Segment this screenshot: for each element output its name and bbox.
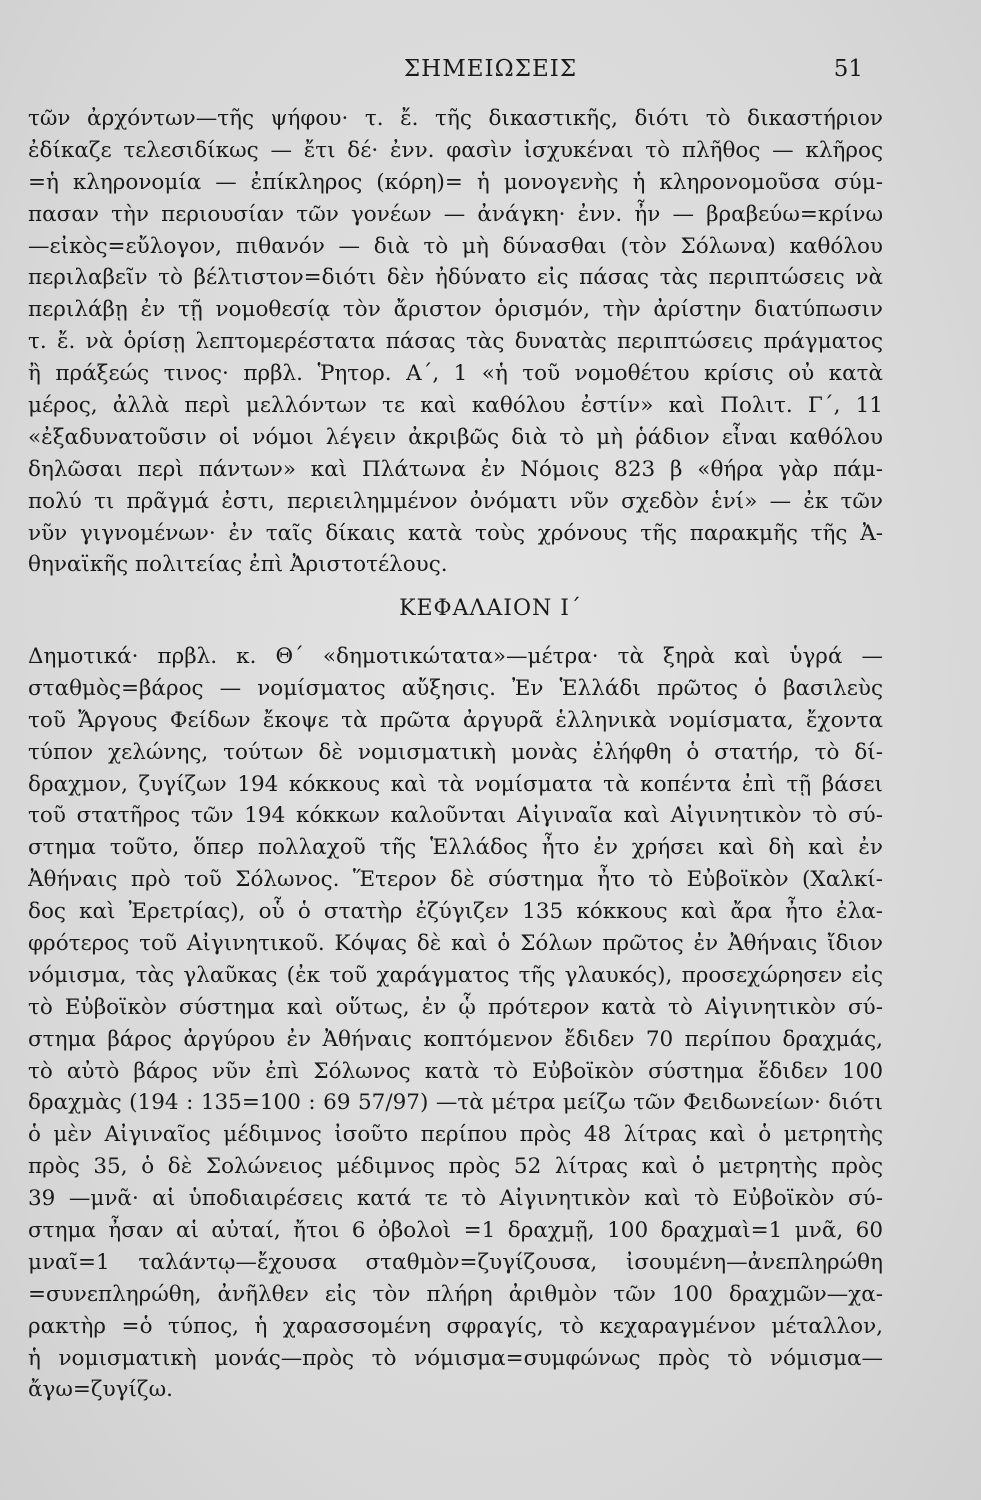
text-line: περιλάβῃ ἐν τῇ νομοθεσίᾳ τὸν ἄριστον ὁρισμόν, τὴν ἀρίστην διατύπωσιν: [28, 297, 883, 323]
text-line: δηλῶσαι περὶ πάντων» καὶ Πλάτωνα ἐν Νόμοις 823 β «θήρα γὰρ πάμ-: [28, 456, 883, 482]
text-line: νόμισμα, τὰς γλαῦκας (ἐκ τοῦ χαράγματος τῆς γλαυκός), προσεχώρησεν εἰς: [28, 962, 883, 988]
text-line: τοῦ Ἄργους Φείδων ἔκοψε τὰ πρῶτα ἀργυρᾶ ἑλληνικὰ νομίσματα, ἔχοντα: [28, 707, 883, 733]
text-line: θηναϊκῆς πολιτείας ἐπὶ Ἀριστοτέλους.: [28, 552, 448, 578]
text-line: στημα ἦσαν αἱ αὐταί, ἤτοι 6 ὀβολοὶ =1 δραχμῇ, 100 δραχμαὶ=1 μνᾶ, 60: [28, 1218, 883, 1244]
text-line: μναῖ=1 ταλάντῳ—ἔχουσα σταθμὸν=ζυγίζουσα, ἰσουμένη—ἀνεπληρώθη: [28, 1249, 883, 1275]
text-line: τύπον χελώνης, τούτων δὲ νομισματικὴ μονὰς ἐλήφθη ὁ στατήρ, τὸ δί-: [28, 739, 883, 765]
notes-paragraph-one: [28, 103, 883, 581]
text-line: νῦν γιγνομένων· ἐν ταῖς δίκαις κατὰ τοὺς χρόνους τῆς παρακμῆς τῆς Ἀ-: [28, 520, 883, 546]
text-line: =ἡ κληρονομία — ἐπίκληρος (κόρη)= ἡ μονογενὴς ἡ κληρονομοῦσα σύμ-: [28, 169, 883, 195]
text-line: τ. ἔ. νὰ ὁρίσῃ λεπτομερέστατα πάσας τὰς δυνατὰς περιπτώσεις πράγματος: [28, 329, 883, 355]
text-line: =συνεπληρώθη, ἀνῆλθεν εἰς τὸν πλήρη ἀριθμὸν τῶν 100 δραχμῶν—χα-: [28, 1281, 883, 1307]
notes-paragraph-two: [28, 641, 883, 1406]
text-line: τὸ αὐτὸ βάρος νῦν ἐπὶ Σόλωνος κατὰ τὸ Εὐβοϊκὸν σύστημα ἔδιδεν 100: [28, 1058, 883, 1084]
text-line: περιλαβεῖν τὸ βέλτιστον=διότι δὲν ἠδύνατο εἰς πάσας τὰς περιπτώσεις νὰ: [28, 265, 883, 291]
text-line: πολύ τι πρᾶγμά ἐστι, περιειλημμένον ὀνόματι νῦν σχεδὸν ἑνί» — ἐκ τῶν: [28, 488, 883, 514]
text-line: Ἀθήναις πρὸ τοῦ Σόλωνος. Ἕτερον δὲ σύστημα ἦτο τὸ Εὐβοϊκὸν (Χαλκί-: [28, 867, 883, 893]
text-line: σταθμὸς=βάρος — νομίσματος αὔξησις. Ἐν Ἑλλάδι πρῶτος ὁ βασιλεὺς: [28, 675, 883, 701]
chapter-heading: ΚΕΦΑΛΑΙΟΝ Ι΄: [399, 596, 582, 621]
running-head: [0, 56, 981, 96]
text-line: τὸ Εὐβοϊκὸν σύστημα καὶ οὕτως, ἐν ᾧ πρότερον κατὰ τὸ Αἰγινητικὸν σύ-: [28, 994, 883, 1020]
text-line: ἢ πράξεώς τινος· πρβλ. Ῥητορ. Α΄, 1 «ἡ τοῦ νομοθέτου κρίσις οὐ κατὰ: [28, 361, 883, 387]
text-line: Δημοτικά· πρβλ. κ. Θ΄ «δημοτικώτατα»—μέτρα· τὰ ξηρὰ καὶ ὑγρά —: [28, 644, 883, 669]
text-line: πρὸς 35, ὁ δὲ Σολώνειος μέδιμνος πρὸς 52 λίτρας καὶ ὁ μετρητὴς πρὸς: [28, 1154, 883, 1180]
text-line: δος καὶ Ἐρετρίας), οὗ ὁ στατὴρ ἐζύγιζεν 135 κόκκους καὶ ἄρα ἦτο ἐλα-: [28, 899, 883, 925]
page-number: 51: [833, 56, 863, 82]
text-line: μέρος, ἀλλὰ περὶ μελλόντων τε καὶ καθόλου ἐστίν» καὶ Πολιτ. Γ΄, 11: [28, 393, 883, 419]
text-line: στημα βάρος ἀργύρου ἐν Ἀθήναις κοπτόμενον ἔδιδεν 70 περίπου δραχμάς,: [28, 1026, 883, 1052]
text-line: —εἰκὸς=εὔλογον, πιθανόν — διὰ τὸ μὴ δύνασθαι (τὸν Σόλωνα) καθόλου: [28, 233, 883, 259]
text-line: ρακτὴρ =ὁ τύπος, ἡ χαρασσομένη σφραγίς, τὸ κεχαραγμένον μέταλλον,: [28, 1313, 883, 1339]
text-line: τῶν ἀρχόντων—τῆς ψήφου· τ. ἔ. τῆς δικαστικῆς, διότι τὸ δικαστήριον: [28, 106, 883, 131]
text-line: πασαν τὴν περιουσίαν τῶν γονέων — ἀνάγκη· ἐνν. ἦν — βραβεύω=κρίνω: [28, 201, 883, 227]
text-line: ἄγω=ζυγίζω.: [28, 1377, 173, 1403]
text-line: ὁ μὲν Αἰγιναῖος μέδιμνος ἰσοῦτο περίπου πρὸς 48 λίτρας καὶ ὁ μετρητὴς: [28, 1122, 883, 1148]
text-line: δραχμον, ζυγίζων 194 κόκκους καὶ τὰ νομίσματα τὰ κοπέντα ἐπὶ τῇ βάσει: [28, 771, 883, 797]
text-line: «ἐξαδυνατοῦσιν οἱ νόμοι λέγειν ἀκριβῶς διὰ τὸ μὴ ῥάδιον εἶναι καθόλου: [28, 424, 883, 450]
text-line: ἐδίκαζε τελεσιδίκως — ἔτι δέ· ἐνν. φασὶν ἰσχυκέναι τὸ πλῆθος — κλῆρος: [28, 137, 883, 163]
text-line: ἡ νομισματικὴ μονάς—πρὸς τὸ νόμισμα=συμφώνως πρὸς τὸ νόμισμα—: [28, 1345, 883, 1371]
text-line: 39 —μνᾶ· αἱ ὑποδιαιρέσεις κατά τε τὸ Αἰγινητικὸν καὶ τὸ Εὐβοϊκὸν σύ-: [28, 1186, 883, 1212]
text-line: τοῦ στατῆρος τῶν 194 κόκκων καλοῦνται Αἰγιναῖα καὶ Αἰγινητικὸν τὸ σύ-: [28, 803, 883, 829]
text-line: δραχμὰς (194 : 135=100 : 69 57/97) —τὰ μέτρα μείζω τῶν Φειδωνείων· διότι: [28, 1090, 883, 1116]
page-header-title: ΣΗΜΕΙΩΣΕΙΣ: [403, 56, 578, 82]
text-line: φρότερος τοῦ Αἰγινητικοῦ. Κόψας δὲ καὶ ὁ Σόλων πρῶτος ἐν Ἀθήναις ἴδιον: [28, 931, 883, 957]
text-line: στημα τοῦτο, ὅπερ πολλαχοῦ τῆς Ἑλλάδος ἦτο ἐν χρήσει καὶ δὴ καὶ ἐν: [28, 835, 883, 861]
